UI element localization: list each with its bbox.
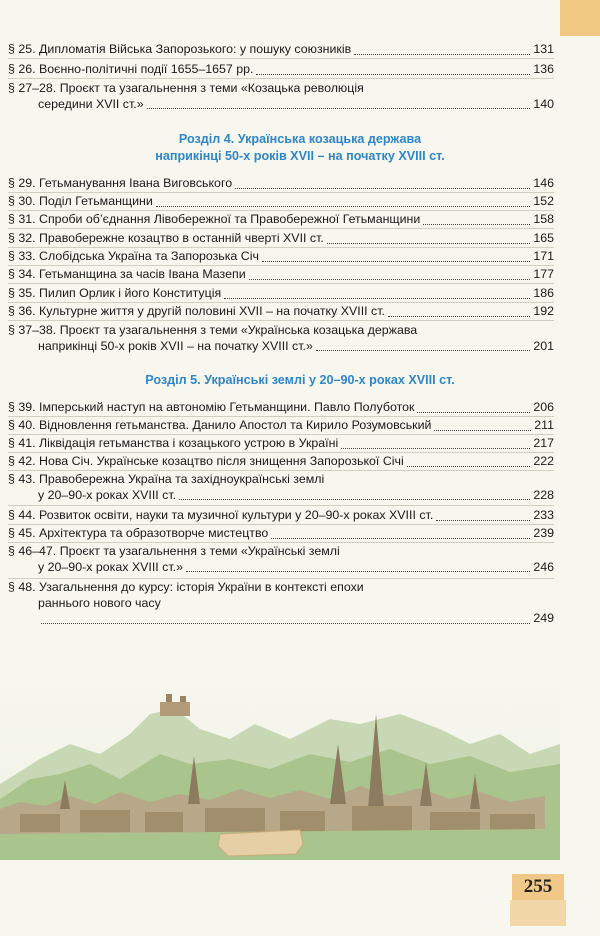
toc-title: Пилип Орлик і його Конституція xyxy=(39,286,222,300)
row-divider xyxy=(8,470,554,471)
toc-entry[interactable] xyxy=(8,454,554,470)
toc-page: 165 xyxy=(533,231,554,245)
toc-num: § 32. xyxy=(8,231,36,245)
toc-num: § 40. xyxy=(8,418,36,432)
corner-decoration xyxy=(560,0,600,36)
row-divider xyxy=(8,434,554,435)
toc-title: Проєкт та узагальнення з теми «Українська козацька держава xyxy=(59,323,418,337)
section-heading-line: Розділ 4. Українська козацька держава xyxy=(178,132,422,146)
row-divider xyxy=(8,247,554,248)
leader-dots xyxy=(341,448,530,449)
leader-dots xyxy=(407,466,531,467)
toc-page: 192 xyxy=(533,304,554,318)
toc-title: Проєкт та узагальнення з теми «Козацька революція xyxy=(59,81,364,95)
leader-dots xyxy=(224,298,530,299)
row-divider xyxy=(8,265,554,266)
toc-num: § 29. xyxy=(8,176,36,190)
toc-entry[interactable] xyxy=(8,436,554,452)
leader-dots xyxy=(256,74,530,75)
toc-title-cont: у 20–90-х роках XVIII ст. xyxy=(38,487,177,502)
toc-num: § 45. xyxy=(8,526,36,540)
section-heading-5 xyxy=(0,372,600,389)
section-heading-line: наприкінці 50-х років XVII – на початку XVIII ст. xyxy=(155,149,445,163)
toc-num: § 39. xyxy=(8,400,36,414)
toc-title-cont: наприкінці 50-х років XVII – на початку XVIII ст.» xyxy=(38,338,313,353)
toc-title-cont: раннього нового часу xyxy=(38,595,161,610)
toc-title: Нова Січ. Українське козацтво після знищення Запорозької Січі xyxy=(39,454,404,468)
row-divider xyxy=(8,524,554,525)
toc-num: § 44. xyxy=(8,508,36,522)
toc-entry[interactable] xyxy=(8,544,554,575)
toc-entry[interactable] xyxy=(8,418,554,434)
section-heading-line: Розділ 5. Українські землі у 20–90-х роках XVIII ст. xyxy=(145,373,455,387)
toc-entry[interactable] xyxy=(8,400,554,416)
page-edge-strip xyxy=(510,900,566,926)
toc-page: 152 xyxy=(533,194,554,208)
row-divider xyxy=(8,578,554,579)
toc-title: Правобережна Україна та західноукраїнські землі xyxy=(39,472,325,486)
toc-page: 249 xyxy=(533,611,554,625)
toc-page: 177 xyxy=(533,267,554,281)
toc-num: § 43. xyxy=(8,472,36,486)
toc-title: Слобідська Україна та Запорозька Січ xyxy=(39,249,259,263)
page-number: 255 xyxy=(512,874,564,900)
toc-entry[interactable] xyxy=(8,304,554,320)
toc-title: Імперський наступ на автономію Гетьманщини. Павло Полуботок xyxy=(39,400,415,414)
paper-scrap xyxy=(218,830,303,856)
toc-page: 211 xyxy=(534,418,554,432)
toc-title: Правобережне козацтво в останній чверті XVII ст. xyxy=(39,231,324,245)
section-heading-4 xyxy=(0,131,600,165)
toc-entry[interactable] xyxy=(8,286,554,302)
toc-page: 201 xyxy=(533,338,554,353)
toc-title: Архітектура та образотворче мистецтво xyxy=(39,526,269,540)
toc-page: 246 xyxy=(533,559,554,574)
toc-page: 131 xyxy=(533,42,554,56)
row-divider xyxy=(8,283,554,284)
row-divider xyxy=(8,452,554,453)
toc-entry[interactable] xyxy=(8,231,554,247)
toc-num: § 26. xyxy=(8,62,36,76)
toc-page: 239 xyxy=(533,526,554,540)
toc-entry[interactable] xyxy=(8,212,554,228)
toc-entry[interactable] xyxy=(8,526,554,542)
toc-num: § 41. xyxy=(8,436,36,450)
toc-entry[interactable] xyxy=(8,194,554,210)
row-divider xyxy=(8,542,554,543)
toc-title: Гетьманщина за часів Івана Мазепи xyxy=(39,267,246,281)
row-divider xyxy=(8,416,554,417)
leader-dots xyxy=(262,261,530,262)
leader-dots xyxy=(388,316,530,317)
town-landscape-illustration xyxy=(0,684,560,860)
toc-page: 171 xyxy=(533,249,554,263)
toc-page: 158 xyxy=(533,212,554,226)
toc-title: Культурне життя у другій половині XVII – на початку XVIII ст. xyxy=(39,304,385,318)
toc-entry[interactable] xyxy=(8,62,554,78)
leader-dots xyxy=(156,206,530,207)
toc-title: Дипломатія Війська Запорозького: у пошуку союзників xyxy=(39,42,352,56)
toc-entry[interactable] xyxy=(8,323,554,354)
row-divider xyxy=(8,58,554,59)
toc-entry[interactable] xyxy=(8,580,554,627)
toc-page: 206 xyxy=(533,400,554,414)
toc-entry[interactable] xyxy=(8,508,554,524)
toc-num: § 36. xyxy=(8,304,36,318)
toc-title: Проєкт та узагальнення з теми «Українські землі xyxy=(59,544,340,558)
leader-dots xyxy=(186,571,530,572)
toc-title-cont: у 20–90-х роках XVIII ст.» xyxy=(38,559,183,574)
toc-page: 217 xyxy=(533,436,554,450)
leader-dots xyxy=(423,224,530,225)
toc-page: 222 xyxy=(533,454,554,468)
leader-dots xyxy=(354,54,530,55)
leader-dots xyxy=(147,108,531,109)
row-divider xyxy=(8,210,554,211)
leader-dots xyxy=(249,279,531,280)
toc-title: Ліквідація гетьманства і козацького устрою в Україні xyxy=(39,436,339,450)
toc-entry[interactable] xyxy=(8,267,554,283)
toc-title: Спроби об’єднання Лівобережної та Правобережної Гетьманщини xyxy=(39,212,421,226)
row-divider xyxy=(8,505,554,506)
leader-dots xyxy=(316,350,530,351)
toc-title-cont: середини XVII ст.» xyxy=(38,96,144,111)
leader-dots xyxy=(436,520,530,521)
toc-page: 136 xyxy=(533,62,554,76)
row-divider xyxy=(8,78,554,79)
leader-dots xyxy=(41,623,530,624)
toc-num: § 34. xyxy=(8,267,36,281)
leader-dots xyxy=(327,243,530,244)
leader-dots xyxy=(434,430,531,431)
toc-num: § 33. xyxy=(8,249,36,263)
toc-title: Поділ Гетьманщини xyxy=(39,194,153,208)
leader-dots xyxy=(179,499,530,500)
toc-num: § 42. xyxy=(8,454,36,468)
toc-title: Воєнно-політичні події 1655–1657 рр. xyxy=(39,62,254,76)
leader-dots xyxy=(417,412,530,413)
toc-page: 146 xyxy=(533,176,554,190)
toc-entry[interactable] xyxy=(8,472,554,503)
toc-page: 186 xyxy=(533,286,554,300)
leader-dots xyxy=(271,538,530,539)
row-divider xyxy=(8,228,554,229)
toc-num: § 35. xyxy=(8,286,36,300)
toc-entry[interactable] xyxy=(8,176,554,192)
toc-num: § 27–28. xyxy=(8,81,57,95)
toc-entry[interactable] xyxy=(8,249,554,265)
toc-num: § 31. xyxy=(8,212,36,226)
toc-title: Гетьманування Івана Виговського xyxy=(39,176,233,190)
toc-page: 140 xyxy=(533,96,554,111)
row-divider xyxy=(8,192,554,193)
toc-num: § 37–38. xyxy=(8,323,57,337)
toc-title: Узагальнення до курсу: історія України в контексті епохи xyxy=(39,580,364,594)
toc-entry[interactable] xyxy=(8,42,554,58)
toc-num: § 25. xyxy=(8,42,36,56)
toc-num: § 46–47. xyxy=(8,544,57,558)
row-divider xyxy=(8,320,554,321)
toc-title: Розвиток освіти, науки та музичної культури у 20–90-х роках XVIII ст. xyxy=(39,508,434,522)
toc-num: § 30. xyxy=(8,194,36,208)
row-divider xyxy=(8,302,554,303)
leader-dots xyxy=(235,188,530,189)
toc-num: § 48. xyxy=(8,580,36,594)
toc-title: Відновлення гетьманства. Данило Апостол та Кирило Розумовський xyxy=(39,418,432,432)
toc-page: 233 xyxy=(533,508,554,522)
toc-entry[interactable] xyxy=(8,81,554,112)
toc-page: 228 xyxy=(533,487,554,502)
